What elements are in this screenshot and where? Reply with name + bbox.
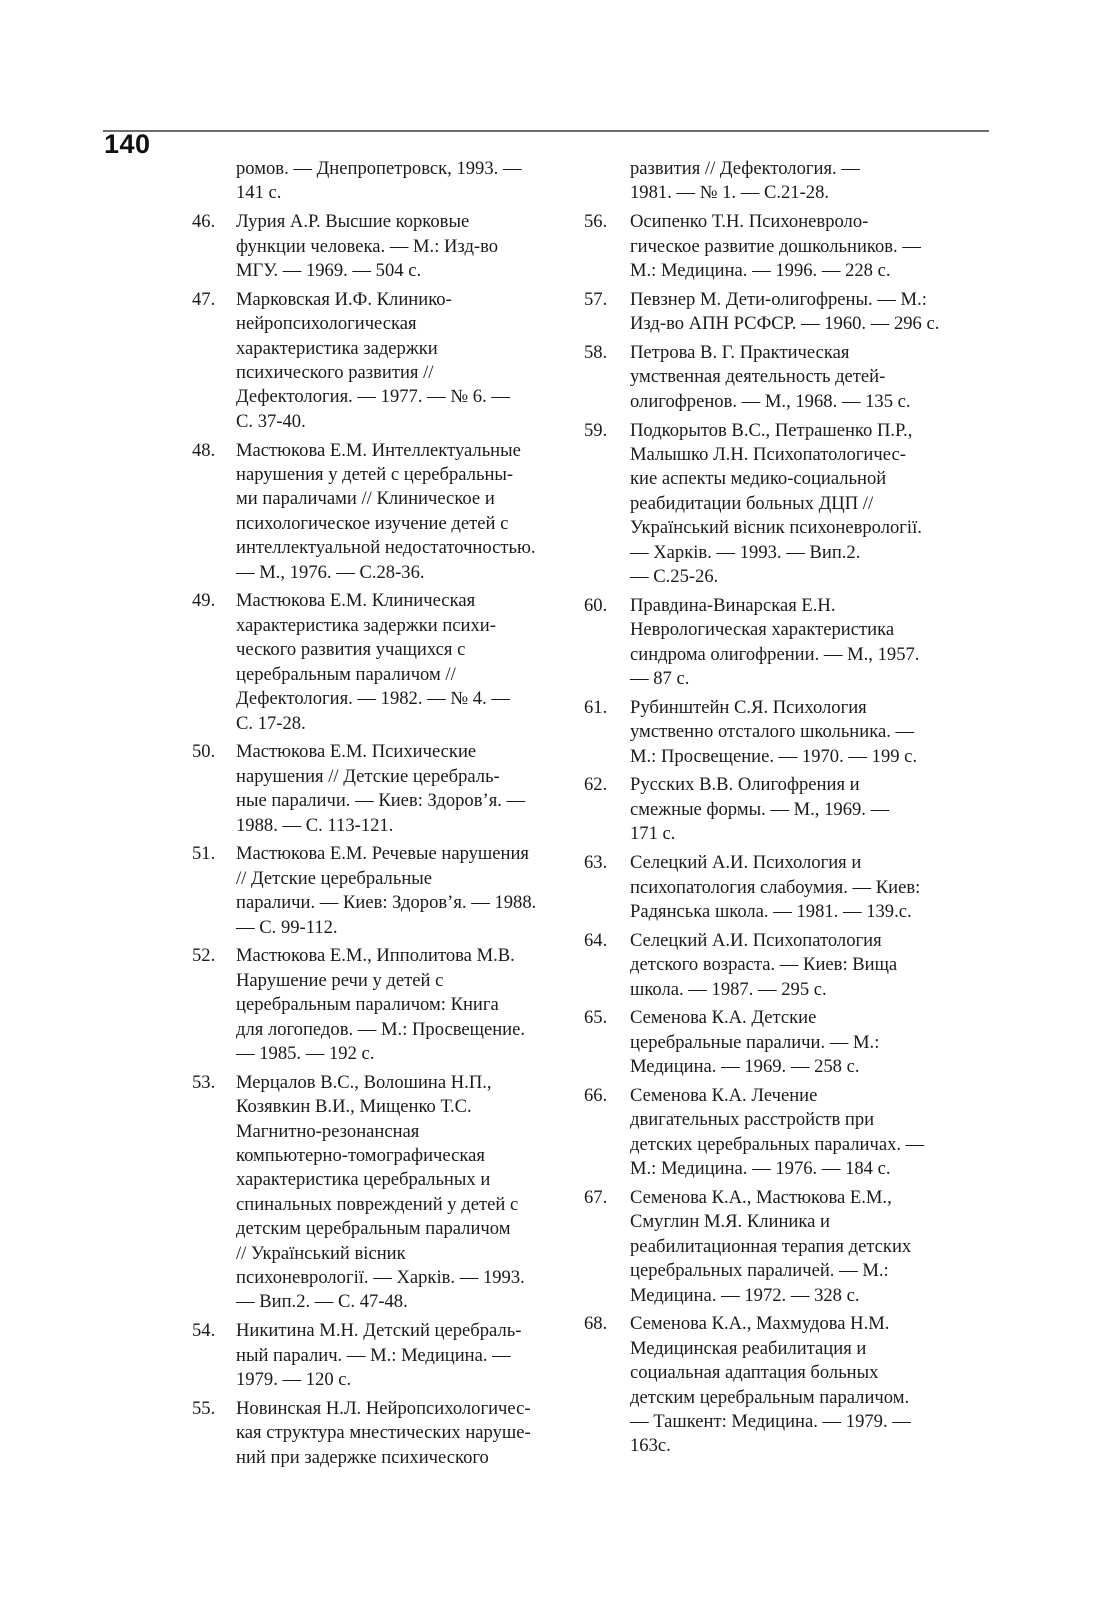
reference-text xyxy=(236,1071,592,1315)
reference-line: — 1985. — 192 с. xyxy=(236,1042,375,1064)
reference-line: Медицина. — 1972. — 328 с. xyxy=(630,1284,860,1306)
reference-line: характеристика задержки психи- xyxy=(236,614,496,636)
reference-line: Подкорытов В.С., Петрашенко П.Р., xyxy=(630,419,913,441)
reference-entry xyxy=(584,773,994,846)
reference-entry xyxy=(184,740,592,838)
reference-line: психического развития // xyxy=(236,362,434,384)
reference-line: 1988. — С. 113-121. xyxy=(236,814,394,836)
reference-entry xyxy=(184,157,592,206)
reference-line: реабидитации больных ДЦП // xyxy=(630,492,874,514)
reference-number: 60. xyxy=(584,594,608,616)
reference-line: Мастюкова Е.М. Речевые нарушения xyxy=(236,843,529,865)
reference-number: 54. xyxy=(192,1320,216,1342)
reference-text xyxy=(630,157,994,206)
page-number: 140 xyxy=(104,129,151,159)
reference-entry xyxy=(184,1071,592,1315)
reference-line: Український вісник психоневрології. xyxy=(630,517,922,539)
reference-line: компьютерно-томографическая xyxy=(236,1144,485,1166)
reference-text xyxy=(236,288,592,434)
reference-line: Мастюкова Е.М. Клиническая xyxy=(236,590,476,612)
reference-line: Мастюкова Е.М., Ипполитова М.В. xyxy=(236,945,515,967)
reference-line: параличи. — Киев: Здоров’я. — 1988. xyxy=(236,892,537,914)
reference-line: Семенова К.А., Мастюкова Е.М., xyxy=(630,1186,892,1208)
reference-line: Правдина-Винарская Е.Н. xyxy=(630,594,836,616)
reference-line: Мастюкова Е.М. Психические xyxy=(236,741,477,763)
reference-line: М.: Медицина. — 1996. — 228 с. xyxy=(630,260,891,282)
reference-line: школа. — 1987. — 295 с. xyxy=(630,978,827,1000)
reference-text xyxy=(630,851,994,924)
reference-line: Рубинштейн С.Я. Психология xyxy=(630,696,867,718)
reference-number xyxy=(184,157,236,206)
reference-line: для логопедов. — М.: Просвещение. xyxy=(236,1018,526,1040)
reference-line: МГУ. — 1969. — 504 с. xyxy=(236,260,422,282)
reference-line: олигофренов. — М., 1968. — 135 с. xyxy=(630,390,911,412)
reference-line: Селецкий А.И. Психология и xyxy=(630,852,862,874)
reference-line: Семенова К.А. Лечение xyxy=(630,1084,818,1106)
reference-line: кие аспекты медико-социальной xyxy=(630,468,887,490)
reference-line: // Детские церебральные xyxy=(236,867,433,889)
reference-number: 51. xyxy=(192,843,216,865)
reference-line: — Вип.2. — С. 47-48. xyxy=(236,1291,408,1313)
reference-text xyxy=(630,1186,994,1308)
reference-line: Дефектология. — 1977. — № 6. — xyxy=(236,386,510,408)
reference-line: нарушения у детей с церебральны- xyxy=(236,464,514,486)
reference-line: Семенова К.А., Махмудова Н.М. xyxy=(630,1313,890,1335)
reference-line: Медицина. — 1969. — 258 с. xyxy=(630,1056,860,1078)
reference-line: ми параличами // Клиническое и xyxy=(236,488,495,510)
reference-entry xyxy=(184,288,592,434)
reference-text xyxy=(236,589,592,735)
reference-text xyxy=(236,740,592,838)
reference-number: 62. xyxy=(584,774,608,796)
reference-line: Медицинская реабилитация и xyxy=(630,1337,867,1359)
reference-line: двигательных расстройств при xyxy=(630,1109,875,1131)
reference-line: церебральные параличи. — М.: xyxy=(630,1031,880,1053)
reference-number: 49. xyxy=(192,590,216,612)
reference-line: интеллектуальной недостаточностью. xyxy=(236,537,536,559)
reference-line: характеристика церебральных и xyxy=(236,1169,491,1191)
reference-number: 66. xyxy=(584,1084,608,1106)
reference-entry xyxy=(584,419,994,590)
reference-line: детских церебральных параличах. — xyxy=(630,1133,925,1155)
reference-line: церебральным параличом // xyxy=(236,663,456,685)
reference-line: характеристика задержки xyxy=(236,337,438,359)
reference-text xyxy=(630,773,994,846)
reference-line: Селецкий А.И. Психопатология xyxy=(630,929,882,951)
reference-line: Мерцалов В.С., Волошина Н.П., xyxy=(236,1071,492,1093)
reference-entry xyxy=(584,210,994,283)
reference-text xyxy=(630,210,994,283)
reference-entry xyxy=(184,1397,592,1470)
reference-number: 61. xyxy=(584,696,608,718)
reference-line: Радянська школа. — 1981. — 139.с. xyxy=(630,900,912,922)
reference-line: С. 37-40. xyxy=(236,410,306,432)
reference-line: Неврологическая характеристика xyxy=(630,619,895,641)
reference-number: 52. xyxy=(192,945,216,967)
reference-line: Марковская И.Ф. Клинико- xyxy=(236,288,452,310)
reference-line: Козявкин В.И., Мищенко Т.С. xyxy=(236,1096,472,1118)
reference-number: 48. xyxy=(192,439,216,461)
reference-line: — С.25-26. xyxy=(630,566,719,588)
reference-number: 55. xyxy=(192,1397,216,1419)
reference-line: детским церебральным параличом xyxy=(236,1218,511,1240)
reference-line: ромов. — Днепропетровск, 1993. — xyxy=(236,158,522,179)
reference-line: — Харків. — 1993. — Вип.2. xyxy=(630,541,861,563)
reference-entry xyxy=(584,1084,994,1182)
reference-number: 63. xyxy=(584,852,608,874)
reference-line: Певзнер М. Дети-олигофрены. — М.: xyxy=(630,288,927,310)
reference-line: Изд-во АПН РСФСР. — 1960. — 296 с. xyxy=(630,313,940,335)
reference-text xyxy=(236,1397,592,1470)
reference-entry xyxy=(184,210,592,283)
reference-text xyxy=(630,696,994,769)
reference-line: ный паралич. — М.: Медицина. — xyxy=(236,1344,511,1366)
header-rule xyxy=(103,130,989,132)
reference-entry xyxy=(584,1312,994,1458)
reference-line: умственная деятельность детей- xyxy=(630,366,886,388)
reference-line: 141 с. xyxy=(236,182,282,204)
reference-text xyxy=(236,944,592,1066)
reference-entry xyxy=(584,157,994,206)
reference-line: церебральных параличей. — М.: xyxy=(630,1260,889,1282)
reference-line: детского возраста. — Киев: Вища xyxy=(630,954,898,976)
reference-line: нейропсихологическая xyxy=(236,313,417,335)
reference-number: 64. xyxy=(584,929,608,951)
reference-line: реабилитационная терапия детских xyxy=(630,1235,912,1257)
reference-line: Осипенко Т.Н. Психоневроло- xyxy=(630,211,869,233)
reference-text xyxy=(630,929,994,1002)
reference-entry xyxy=(184,1319,592,1392)
reference-line: нарушения // Детские церебраль- xyxy=(236,765,500,787)
reference-line: 1981. — № 1. — С.21-28. xyxy=(630,182,830,204)
reference-line: гическое развитие дошкольников. — xyxy=(630,235,921,257)
left-column xyxy=(184,157,592,1474)
reference-line: Никитина М.Н. Детский церебраль- xyxy=(236,1320,522,1342)
reference-number: 68. xyxy=(584,1313,608,1335)
reference-entry xyxy=(584,1186,994,1308)
reference-line: — М., 1976. — С.28-36. xyxy=(236,561,425,583)
reference-line: Семенова К.А. Детские xyxy=(630,1007,817,1029)
reference-text xyxy=(630,341,994,414)
reference-line: ний при задержке психического xyxy=(236,1446,489,1468)
reference-line: психоневрології. — Харків. — 1993. xyxy=(236,1267,525,1288)
reference-entry xyxy=(584,288,994,337)
reference-line: Петрова В. Г. Практическая xyxy=(630,342,850,364)
reference-line: развития // Дефектология. — xyxy=(630,158,860,179)
reference-number: 58. xyxy=(584,342,608,364)
reference-line: психопатология слабоумия. — Киев: xyxy=(630,876,921,898)
reference-line: — 87 с. xyxy=(630,668,690,690)
reference-entry xyxy=(584,929,994,1002)
reference-line: — С. 99-112. xyxy=(236,916,338,938)
reference-number: 46. xyxy=(192,211,216,233)
reference-number: 47. xyxy=(192,288,216,310)
reference-number xyxy=(584,157,630,206)
reference-number: 65. xyxy=(584,1007,608,1029)
reference-line: социальная адаптация больных xyxy=(630,1362,879,1384)
reference-line: Магнитно-резонансная xyxy=(236,1120,420,1142)
reference-entry xyxy=(184,842,592,940)
reference-number: 50. xyxy=(192,741,216,763)
reference-line: Смуглин М.Я. Клиника и xyxy=(630,1211,830,1233)
reference-line: 171 с. xyxy=(630,823,676,845)
reference-number: 59. xyxy=(584,419,608,441)
reference-entry xyxy=(584,341,994,414)
reference-entry xyxy=(584,1006,994,1079)
reference-text xyxy=(236,210,592,283)
reference-line: Русских В.В. Олигофрения и xyxy=(630,774,860,796)
reference-text xyxy=(630,1084,994,1182)
reference-text xyxy=(630,1006,994,1079)
right-column xyxy=(584,157,994,1463)
reference-number: 67. xyxy=(584,1186,608,1208)
reference-line: умственно отсталого школьника. — xyxy=(630,721,915,743)
reference-number: 56. xyxy=(584,211,608,233)
reference-entry xyxy=(584,594,994,692)
reference-line: М.: Просвещение. — 1970. — 199 с. xyxy=(630,745,918,767)
reference-text xyxy=(630,419,994,590)
reference-entry xyxy=(184,944,592,1066)
reference-line: Новинская Н.Л. Нейропсихологичес- xyxy=(236,1397,531,1419)
reference-line: // Український вісник xyxy=(236,1242,406,1264)
reference-line: функции человека. — М.: Изд-во xyxy=(236,235,499,257)
reference-line: Мастюкова Е.М. Интеллектуальные xyxy=(236,439,521,461)
reference-line: 163с. xyxy=(630,1435,671,1457)
reference-line: синдрома олигофрении. — М., 1957. xyxy=(630,643,920,665)
reference-line: церебральным параличом: Книга xyxy=(236,994,499,1016)
reference-line: психологическое изучение детей с xyxy=(236,512,509,534)
reference-line: детским церебральным параличом. xyxy=(630,1386,910,1408)
reference-line: кая структура мнестических наруше- xyxy=(236,1422,531,1444)
reference-entry xyxy=(584,696,994,769)
reference-text xyxy=(630,594,994,692)
reference-line: Малышко Л.Н. Психопатологичес- xyxy=(630,444,906,466)
reference-text xyxy=(236,842,592,940)
reference-entry xyxy=(584,851,994,924)
reference-line: смежные формы. — М., 1969. — xyxy=(630,798,890,820)
reference-line: — Ташкент: Медицина. — 1979. — xyxy=(630,1410,911,1432)
reference-number: 57. xyxy=(584,288,608,310)
reference-line: Дефектология. — 1982. — № 4. — xyxy=(236,688,510,710)
reference-text xyxy=(236,439,592,585)
reference-entry xyxy=(184,589,592,735)
reference-line: Лурия А.Р. Высшие корковые xyxy=(236,211,470,233)
reference-line: 1979. — 120 с. xyxy=(236,1369,352,1391)
reference-entry xyxy=(184,439,592,585)
reference-text xyxy=(236,157,592,206)
reference-number: 53. xyxy=(192,1071,216,1093)
reference-text xyxy=(630,1312,994,1458)
reference-line: Нарушение речи у детей с xyxy=(236,969,444,991)
reference-text xyxy=(236,1319,592,1392)
reference-line: ческого развития учащихся с xyxy=(236,639,466,661)
reference-line: ные параличи. — Киев: Здоров’я. — xyxy=(236,790,526,812)
reference-line: спинальных повреждений у детей с xyxy=(236,1193,519,1215)
reference-text xyxy=(630,288,994,337)
reference-line: М.: Медицина. — 1976. — 184 с. xyxy=(630,1158,891,1180)
reference-line: С. 17-28. xyxy=(236,712,306,734)
